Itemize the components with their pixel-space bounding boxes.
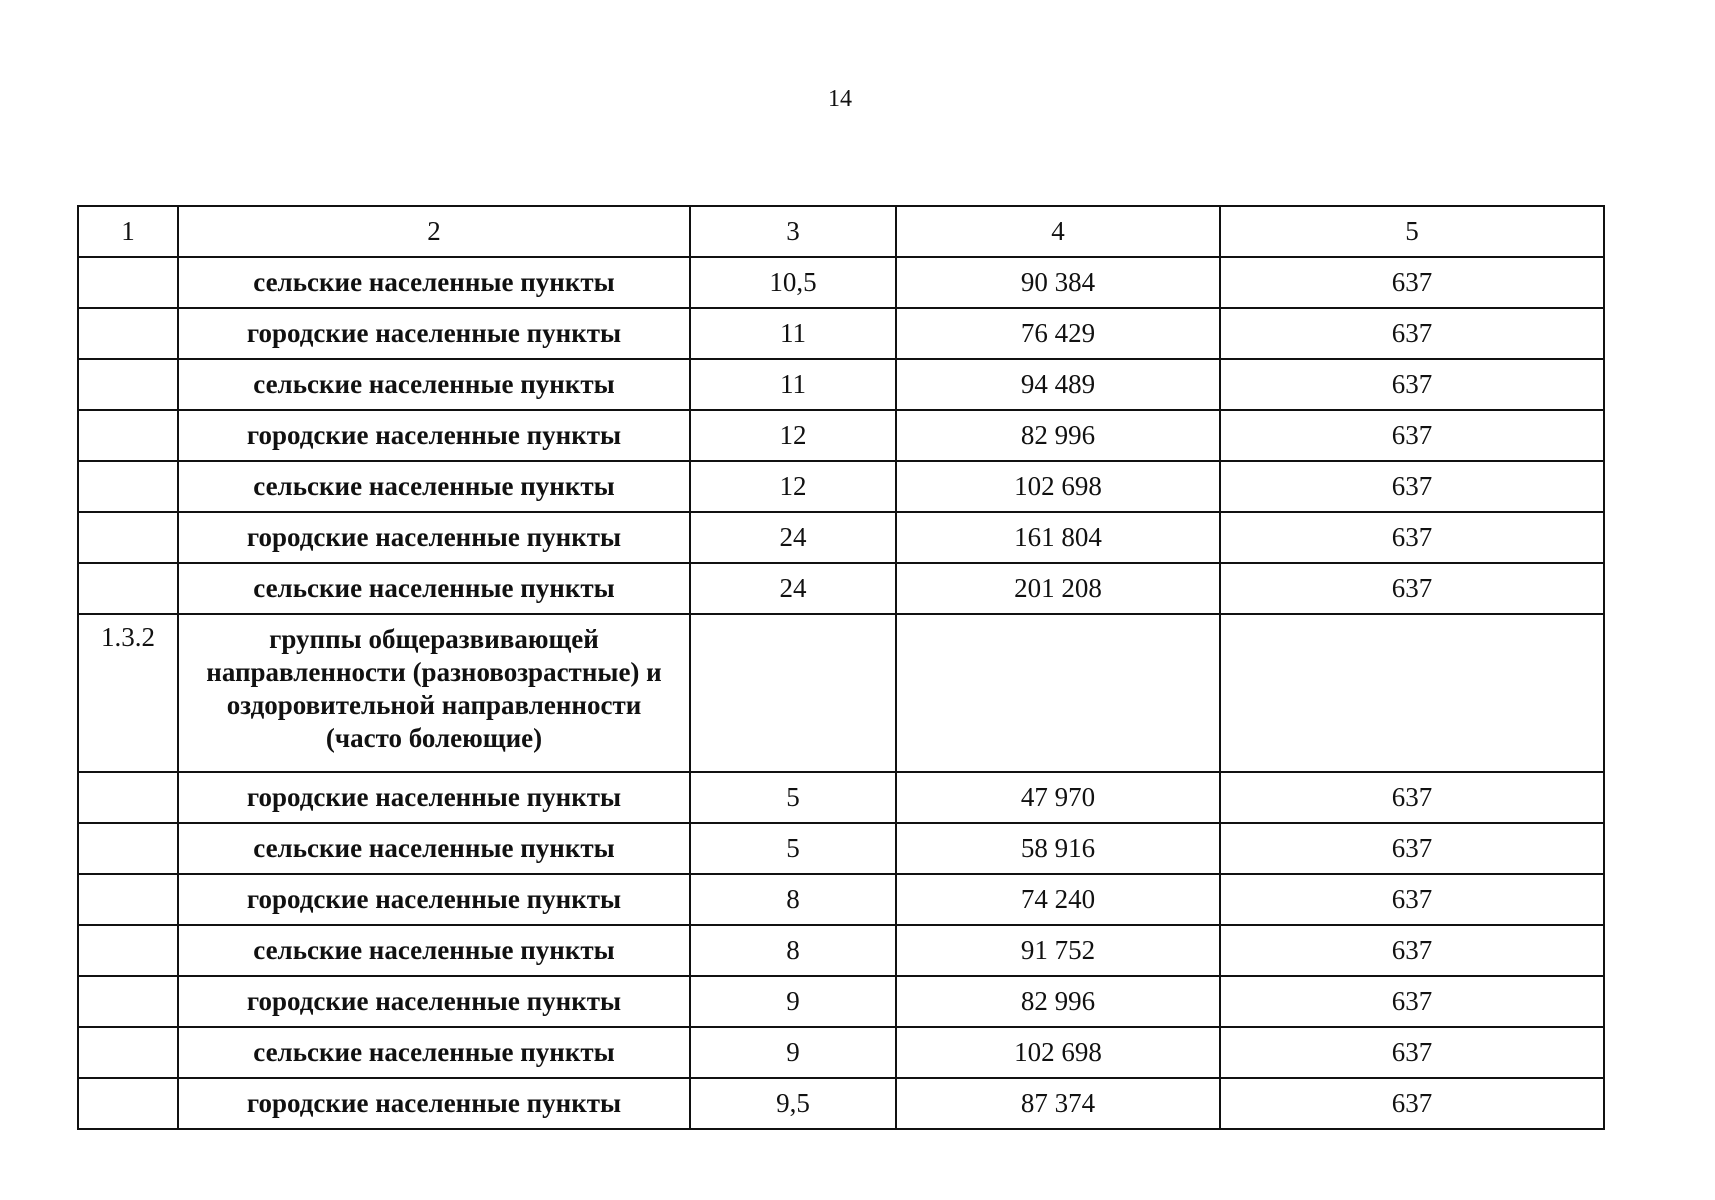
row-name: городские населенные пункты	[178, 512, 690, 563]
row-number	[78, 563, 178, 614]
table-row	[78, 512, 1604, 563]
table-row	[78, 257, 1604, 308]
row-col4: 87 374	[896, 1078, 1220, 1129]
row-col3: 8	[690, 925, 896, 976]
table-row	[78, 925, 1604, 976]
row-name: сельские населенные пункты	[178, 823, 690, 874]
table-row	[78, 308, 1604, 359]
row-col5: 637	[1220, 1027, 1604, 1078]
row-col3: 9,5	[690, 1078, 896, 1129]
row-col3: 8	[690, 874, 896, 925]
section-number: 1.3.2	[78, 614, 178, 772]
data-table	[77, 205, 1605, 1130]
row-number	[78, 257, 178, 308]
row-col3: 12	[690, 461, 896, 512]
table-row	[78, 461, 1604, 512]
row-col4: 90 384	[896, 257, 1220, 308]
table-row	[78, 874, 1604, 925]
row-col4: 58 916	[896, 823, 1220, 874]
row-col5: 637	[1220, 1078, 1604, 1129]
row-number	[78, 359, 178, 410]
row-col4: 82 996	[896, 410, 1220, 461]
column-header: 4	[896, 206, 1220, 257]
row-number	[78, 410, 178, 461]
row-number	[78, 308, 178, 359]
row-col4: 82 996	[896, 976, 1220, 1027]
section-title: группы общеразвивающей направленности (разновозрастные) и оздоровительной направленности (часто болеющие)	[178, 614, 690, 772]
row-name: городские населенные пункты	[178, 308, 690, 359]
table-row	[78, 1078, 1604, 1129]
table-row	[78, 410, 1604, 461]
row-col4: 161 804	[896, 512, 1220, 563]
row-col4: 76 429	[896, 308, 1220, 359]
column-header: 3	[690, 206, 896, 257]
row-col5: 637	[1220, 512, 1604, 563]
row-number	[78, 823, 178, 874]
row-col5	[1220, 614, 1604, 772]
row-name: городские населенные пункты	[178, 976, 690, 1027]
row-col5: 637	[1220, 874, 1604, 925]
row-col5: 637	[1220, 563, 1604, 614]
row-col5: 637	[1220, 410, 1604, 461]
column-header: 1	[78, 206, 178, 257]
table-row	[78, 563, 1604, 614]
row-number	[78, 772, 178, 823]
row-name: сельские населенные пункты	[178, 925, 690, 976]
row-name: городские населенные пункты	[178, 1078, 690, 1129]
row-col3: 24	[690, 512, 896, 563]
row-col4: 91 752	[896, 925, 1220, 976]
row-col5: 637	[1220, 359, 1604, 410]
row-col5: 637	[1220, 976, 1604, 1027]
row-name: сельские населенные пункты	[178, 257, 690, 308]
row-col3: 12	[690, 410, 896, 461]
row-name: городские населенные пункты	[178, 874, 690, 925]
row-name: сельские населенные пункты	[178, 1027, 690, 1078]
row-col3	[690, 614, 896, 772]
row-col3: 5	[690, 772, 896, 823]
table-row	[78, 772, 1604, 823]
row-col4: 74 240	[896, 874, 1220, 925]
row-name: городские населенные пункты	[178, 410, 690, 461]
row-col3: 9	[690, 1027, 896, 1078]
row-col5: 637	[1220, 308, 1604, 359]
row-number	[78, 461, 178, 512]
table-row	[78, 359, 1604, 410]
row-col4: 102 698	[896, 461, 1220, 512]
page-number: 14	[828, 86, 852, 112]
table-section-row	[78, 614, 1604, 772]
row-number	[78, 925, 178, 976]
row-col3: 11	[690, 308, 896, 359]
row-number	[78, 512, 178, 563]
row-col3: 24	[690, 563, 896, 614]
table-header-row	[78, 206, 1604, 257]
row-col3: 5	[690, 823, 896, 874]
row-number	[78, 1078, 178, 1129]
row-name: сельские населенные пункты	[178, 461, 690, 512]
row-col4: 47 970	[896, 772, 1220, 823]
row-col4: 94 489	[896, 359, 1220, 410]
row-col4: 201 208	[896, 563, 1220, 614]
row-number	[78, 976, 178, 1027]
table-row	[78, 1027, 1604, 1078]
column-header: 2	[178, 206, 690, 257]
row-col5: 637	[1220, 772, 1604, 823]
table-row	[78, 823, 1604, 874]
row-col5: 637	[1220, 257, 1604, 308]
row-name: сельские населенные пункты	[178, 563, 690, 614]
row-col5: 637	[1220, 925, 1604, 976]
column-header: 5	[1220, 206, 1604, 257]
row-col5: 637	[1220, 823, 1604, 874]
row-name: городские населенные пункты	[178, 772, 690, 823]
row-col3: 11	[690, 359, 896, 410]
row-number	[78, 874, 178, 925]
row-col3: 9	[690, 976, 896, 1027]
row-name: сельские населенные пункты	[178, 359, 690, 410]
row-number	[78, 1027, 178, 1078]
row-col4	[896, 614, 1220, 772]
row-col3: 10,5	[690, 257, 896, 308]
table-row	[78, 976, 1604, 1027]
row-col4: 102 698	[896, 1027, 1220, 1078]
row-col5: 637	[1220, 461, 1604, 512]
